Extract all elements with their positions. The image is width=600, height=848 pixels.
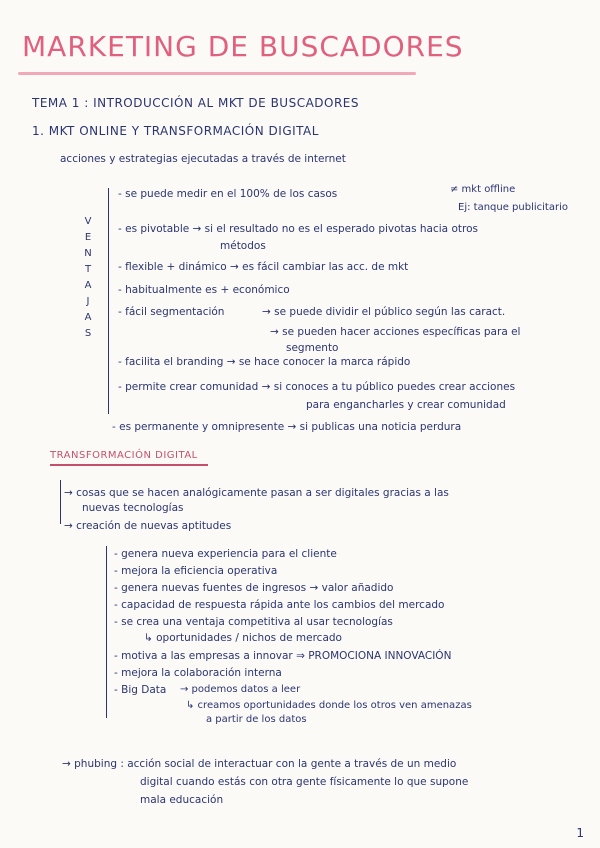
offline-note: ≠ mkt offline [450, 184, 516, 195]
page-number: 1 [576, 826, 584, 840]
page-title: MARKETING DE BUSCADORES [22, 30, 464, 63]
aptitud-item: - mejora la eficiencia operativa [114, 565, 278, 577]
aptitud-item: - capacidad de respuesta rápida ante los cambios del mercado [114, 599, 445, 611]
transformacion-heading: TRANSFORMACIÓN DIGITAL [50, 450, 198, 461]
bigdata-subitem-cont: a partir de los datos [206, 714, 307, 725]
aptitud-item: - motiva a las empresas a innovar ⇒ PROMOCIONA INNOVACIÓN [114, 650, 452, 662]
aptitud-subitem: ↳ oportunidades / nichos de mercado [144, 632, 342, 644]
tema-heading: TEMA 1 : INTRODUCCIÓN AL MKT DE BUSCADORES [32, 96, 360, 110]
definition-text: acciones y estrategias ejecutadas a través de internet [60, 153, 346, 165]
ventaja-item-cont: para engancharles y crear comunidad [306, 399, 506, 411]
aptitud-item: - Big Data [114, 684, 167, 696]
ventaja-item: - facilita el branding → se hace conocer la marca rápido [118, 356, 411, 368]
ventaja-item: - es pivotable → si el resultado no es el esperado pivotas hacia otros [118, 223, 478, 235]
transformacion-item: → creación de nuevas aptitudes [64, 520, 232, 532]
bigdata-subitem: ↳ creamos oportunidades donde los otros ven amenazas [186, 700, 472, 711]
ventaja-item-cont: métodos [220, 240, 266, 252]
ventaja-item: - habitualmente es + económico [118, 284, 290, 296]
ventaja-subitem-cont: segmento [286, 342, 339, 354]
ventaja-item: - fácil segmentación [118, 306, 225, 318]
ventaja-item: - se puede medir en el 100% de los casos [118, 188, 338, 200]
ventaja-item: - flexible + dinámico → es fácil cambiar las acc. de mkt [118, 261, 409, 273]
transformacion-brace [60, 480, 61, 524]
ventaja-subitem: → se pueden hacer acciones específicas para el [270, 326, 521, 338]
aptitudes-brace [106, 546, 107, 718]
aptitud-item: - genera nueva experiencia para el cliente [114, 548, 337, 560]
ventaja-subitem: → se puede dividir el público según las caract. [262, 306, 506, 318]
title-underline [18, 72, 416, 75]
aptitud-item: - genera nuevas fuentes de ingresos → valor añadido [114, 582, 394, 594]
aptitud-item: - mejora la colaboración interna [114, 667, 282, 679]
bigdata-subitem: → podemos datos a leer [180, 684, 301, 695]
offline-example: Ej: tanque publicitario [458, 202, 568, 213]
ventajas-vertical-label: V E N T A J A S [84, 216, 92, 339]
section-heading: 1. MKT ONLINE Y TRANSFORMACIÓN DIGITAL [32, 124, 319, 138]
transformacion-item: → cosas que se hacen analógicamente pasan a ser digitales gracias a las [64, 487, 449, 499]
transformacion-item-cont: nuevas tecnologías [82, 502, 184, 514]
ventaja-item: - permite crear comunidad → si conoces a tu público puedes crear acciones [118, 381, 516, 393]
aptitud-item: - se crea una ventaja competitiva al usar tecnologías [114, 616, 393, 628]
phubing-definition: → phubing : acción social de interactuar con la gente a través de un medio [62, 758, 457, 770]
phubing-definition-cont: mala educación [140, 794, 224, 806]
transformacion-underline [50, 464, 208, 466]
phubing-definition-cont: digital cuando estás con otra gente físicamente lo que supone [140, 776, 469, 788]
ventajas-brace [108, 188, 109, 414]
permanente-item: - es permanente y omnipresente → si publicas una noticia perdura [112, 421, 462, 433]
